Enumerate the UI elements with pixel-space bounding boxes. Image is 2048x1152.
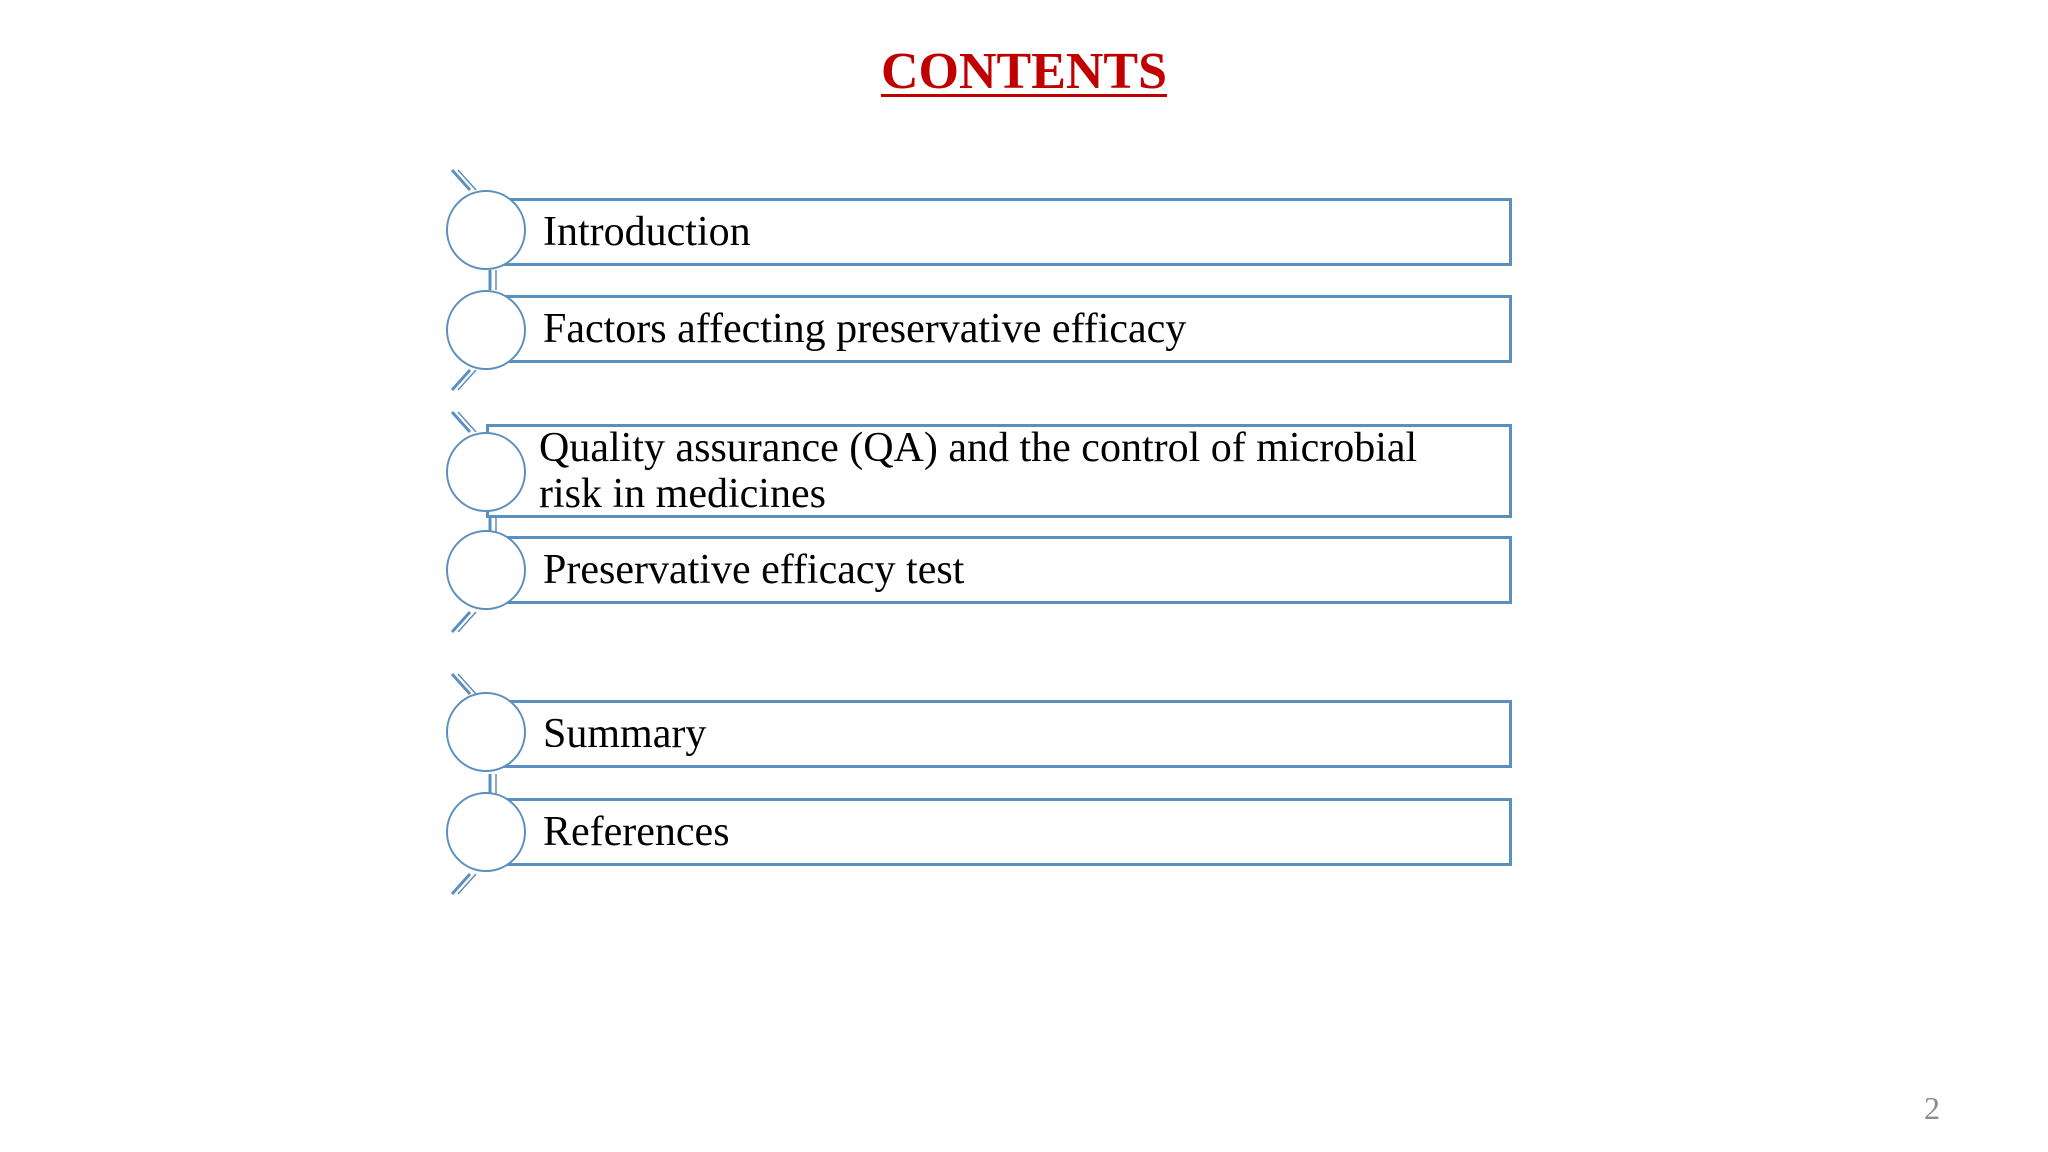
circle-marker-icon bbox=[446, 190, 526, 270]
contents-item-preservative-efficacy-test[interactable] bbox=[490, 536, 1512, 604]
contents-item-factors[interactable] bbox=[490, 295, 1512, 363]
circle-marker-icon bbox=[446, 290, 526, 370]
contents-item-summary[interactable] bbox=[490, 700, 1512, 768]
contents-item-introduction[interactable] bbox=[490, 198, 1512, 266]
contents-item-quality-assurance[interactable] bbox=[486, 424, 1512, 518]
page-number: 2 bbox=[1924, 1090, 1940, 1126]
contents-item-label: Quality assurance (QA) and the control of microbial risk in medicines bbox=[539, 425, 1428, 517]
circle-marker-icon bbox=[446, 692, 526, 772]
contents-item-label: Factors affecting preservative efficacy bbox=[543, 306, 1187, 352]
circle-marker-icon bbox=[446, 792, 526, 872]
contents-item-label: Summary bbox=[543, 711, 707, 757]
circle-marker-icon bbox=[446, 530, 526, 610]
contents-item-label: References bbox=[543, 809, 730, 855]
contents-item-label: Preservative efficacy test bbox=[543, 547, 965, 593]
contents-item-references[interactable] bbox=[490, 798, 1512, 866]
circle-marker-icon bbox=[446, 432, 526, 512]
contents-item-label: Introduction bbox=[543, 209, 751, 255]
slide-title: CONTENTS bbox=[880, 43, 1168, 100]
